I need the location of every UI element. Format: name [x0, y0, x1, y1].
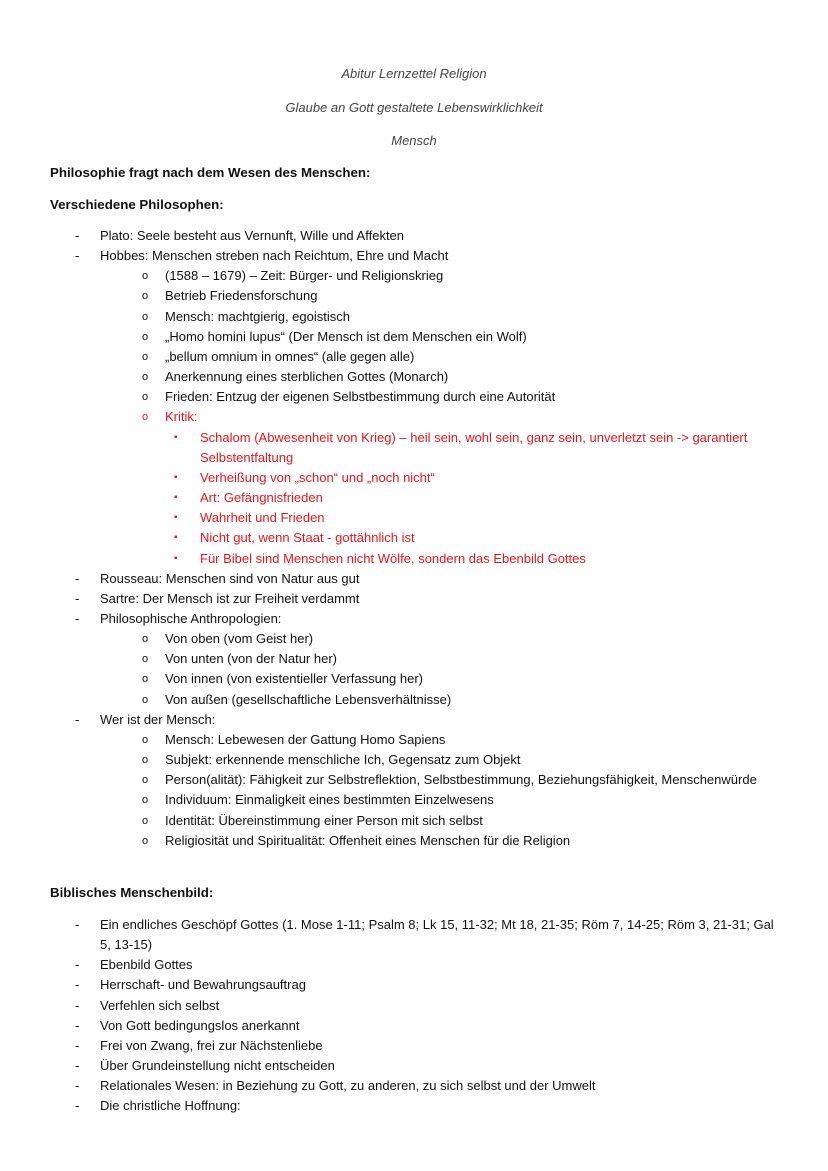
list-item: [0, 246, 780, 266]
dash-bullet-icon: -: [75, 570, 80, 586]
list-item-text: „bellum omnium in omnes“ (alle gegen alle): [165, 348, 415, 364]
list-item: [0, 996, 780, 1016]
list-item: [0, 407, 780, 427]
list-item-text: „Homo homini lupus“ (Der Mensch ist dem Menschen ein Wolf): [165, 328, 527, 344]
list-item: [0, 428, 780, 468]
list-item-text: Rousseau: Menschen sind von Natur aus gut: [100, 570, 360, 586]
list-item-text: Verheißung von „schon“ und „noch nicht“: [200, 469, 435, 485]
circle-bullet-icon: o: [142, 633, 149, 646]
square-bullet-icon: ▪: [174, 512, 178, 524]
dash-bullet-icon: -: [75, 590, 80, 606]
list-item: [0, 669, 780, 689]
list-item: [0, 750, 780, 770]
section-heading-philosophy: Philosophie fragt nach dem Wesen des Menschen:: [50, 165, 371, 180]
list-item: [0, 955, 780, 975]
list-item-text: Relationales Wesen: in Beziehung zu Gott, zu anderen, zu sich selbst und der Umwelt: [100, 1078, 596, 1094]
list-item-text: Von oben (vom Geist her): [165, 631, 314, 647]
list-item-text: Frieden: Entzug der eigenen Selbstbestimmung durch eine Autorität: [165, 389, 556, 405]
square-bullet-icon: ▪: [174, 431, 178, 443]
square-bullet-icon: ▪: [174, 471, 178, 483]
document-topic: Mensch: [391, 133, 437, 148]
circle-bullet-icon: o: [142, 350, 149, 363]
list-item: [0, 266, 780, 286]
dash-bullet-icon: -: [75, 917, 80, 932]
document-titles: [0, 64, 828, 165]
list-item: [0, 569, 780, 589]
dash-bullet-icon: -: [75, 1037, 80, 1053]
list-item-text: Wahrheit und Frieden: [200, 510, 325, 526]
list-item: [0, 226, 780, 246]
list-item: [0, 831, 780, 851]
list-item: [0, 1036, 780, 1056]
list-item-text: Sartre: Der Mensch ist zur Freiheit verdammt: [100, 590, 360, 606]
list-item-text: Von außen (gesellschaftliche Lebensverhältnisse): [165, 691, 452, 707]
list-item: [0, 975, 780, 995]
circle-bullet-icon: o: [142, 814, 149, 827]
biblical-list: [0, 915, 780, 1117]
circle-bullet-icon: o: [142, 834, 149, 847]
list-item: [0, 770, 780, 790]
circle-bullet-icon: o: [142, 270, 149, 283]
list-item-text: Schalom (Abwesenheit von Krieg) – heil sein, wohl sein, ganz sein, unverletzt sein -> garantiert Selbstentfaltung: [200, 429, 748, 465]
dash-bullet-icon: -: [75, 1078, 80, 1094]
dash-bullet-icon: -: [75, 610, 80, 626]
dash-bullet-icon: -: [75, 711, 80, 727]
list-item: [0, 549, 780, 569]
list-item-text: Verfehlen sich selbst: [100, 997, 220, 1013]
list-item: [0, 1016, 780, 1036]
philosophers-list: [0, 226, 780, 851]
circle-bullet-icon: o: [142, 371, 149, 384]
list-item-text: Mensch: machtgierig, egoistisch: [165, 308, 350, 324]
list-item: [0, 730, 780, 750]
list-item-text: Ebenbild Gottes: [100, 957, 193, 973]
section-heading-biblical: Biblisches Menschenbild:: [50, 885, 214, 900]
circle-bullet-icon: o: [142, 794, 149, 807]
circle-bullet-icon: o: [142, 653, 149, 666]
list-item-text: Plato: Seele besteht aus Vernunft, Wille und Affekten: [100, 228, 405, 243]
circle-bullet-icon: o: [142, 774, 149, 787]
list-item: [0, 1076, 780, 1096]
list-item-text: Subjekt: erkennende menschliche Ich, Gegensatz zum Objekt: [165, 752, 521, 768]
list-item-text: Von innen (von existentieller Verfassung her): [165, 671, 423, 687]
list-item: [0, 649, 780, 669]
list-item-text: Von unten (von der Natur her): [165, 651, 337, 667]
circle-bullet-icon: o: [142, 310, 149, 323]
list-item-text: Die christliche Hoffnung:: [100, 1098, 241, 1114]
list-item-text: Mensch: Lebewesen der Gattung Homo Sapiens: [165, 731, 446, 747]
list-item-text: Philosophische Anthropologien:: [100, 610, 282, 626]
list-item-text: Identität: Übereinstimmung einer Person mit sich selbst: [165, 812, 483, 828]
dash-bullet-icon: -: [75, 1017, 80, 1033]
list-item: [0, 387, 780, 407]
square-bullet-icon: ▪: [174, 532, 178, 544]
dash-bullet-icon: -: [75, 248, 80, 264]
list-item: [0, 307, 780, 327]
list-item: [0, 327, 780, 347]
list-item: [0, 488, 780, 508]
circle-bullet-icon: o: [142, 733, 149, 746]
list-item-text: Art: Gefängnisfrieden: [200, 490, 323, 506]
list-item-text: Über Grundeinstellung nicht entscheiden: [100, 1058, 335, 1074]
dash-bullet-icon: -: [75, 1098, 80, 1114]
list-item: [0, 1096, 780, 1116]
list-item-text: Religiosität und Spiritualität: Offenheit eines Menschen für die Religion: [165, 832, 571, 848]
list-item: [0, 367, 780, 387]
square-bullet-icon: ▪: [174, 492, 178, 504]
list-item-text: Nicht gut, wenn Staat - gottähnlich ist: [200, 530, 415, 546]
circle-bullet-icon: o: [142, 391, 149, 404]
list-item: [0, 790, 780, 810]
dash-bullet-icon: -: [75, 997, 80, 1013]
circle-bullet-icon: o: [142, 693, 149, 706]
list-item: [0, 629, 780, 649]
list-item-text: Von Gott bedingungslos anerkannt: [100, 1017, 300, 1033]
list-item-text: (1588 – 1679) – Zeit: Bürger- und Religionskrieg: [165, 268, 444, 284]
list-item: [0, 589, 780, 609]
list-item-text: Kritik:: [165, 409, 198, 425]
list-item-text: Frei von Zwang, frei zur Nächstenliebe: [100, 1037, 323, 1053]
dash-bullet-icon: -: [75, 228, 80, 243]
document-subtitle: Glaube an Gott gestaltete Lebenswirklichkeit: [285, 99, 543, 115]
list-item-text: Betrieb Friedensforschung: [165, 288, 318, 304]
list-item: [0, 710, 780, 730]
list-item-text: Anerkennung eines sterblichen Gottes (Monarch): [165, 369, 449, 385]
list-item: [0, 1056, 780, 1076]
list-item: [0, 347, 780, 367]
list-item: [0, 811, 780, 831]
list-item: [0, 468, 780, 488]
circle-bullet-icon: o: [142, 673, 149, 686]
list-item-text: Individuum: Einmaligkeit eines bestimmten Einzelwesens: [165, 792, 494, 808]
list-item-text: Ein endliches Geschöpf Gottes (1. Mose 1-11; Psalm 8; Lk 15, 11-32; Mt 18, 21-35; Röm 7, 14-25; Röm 3, 21-31; Gal 5, 13-15): [100, 917, 774, 953]
list-item: [0, 528, 780, 548]
circle-bullet-icon: o: [142, 330, 149, 343]
list-item-text: Person(alität): Fähigkeit zur Selbstreflektion, Selbstbestimmung, Beziehungsfähigkeit, Menschenwürde: [165, 772, 757, 788]
document-title: Abitur Lernzettel Religion: [341, 66, 487, 81]
list-item: [0, 609, 780, 629]
list-item-text: Herrschaft- und Bewahrungsauftrag: [100, 977, 306, 993]
list-item: [0, 508, 780, 528]
dash-bullet-icon: -: [75, 977, 80, 993]
circle-bullet-icon: o: [142, 411, 149, 424]
section-heading-philosophers: Verschiedene Philosophen:: [50, 197, 224, 212]
dash-bullet-icon: -: [75, 1058, 80, 1074]
list-item: [0, 690, 780, 710]
dash-bullet-icon: -: [75, 957, 80, 973]
circle-bullet-icon: o: [142, 754, 149, 767]
list-item-text: Wer ist der Mensch:: [100, 711, 216, 727]
list-item-text: Hobbes: Menschen streben nach Reichtum, Ehre und Macht: [100, 248, 449, 264]
list-item-text: Für Bibel sind Menschen nicht Wölfe, sondern das Ebenbild Gottes: [200, 550, 586, 566]
list-item: [0, 286, 780, 306]
square-bullet-icon: ▪: [174, 552, 178, 564]
list-item: [0, 915, 780, 955]
circle-bullet-icon: o: [142, 290, 149, 303]
